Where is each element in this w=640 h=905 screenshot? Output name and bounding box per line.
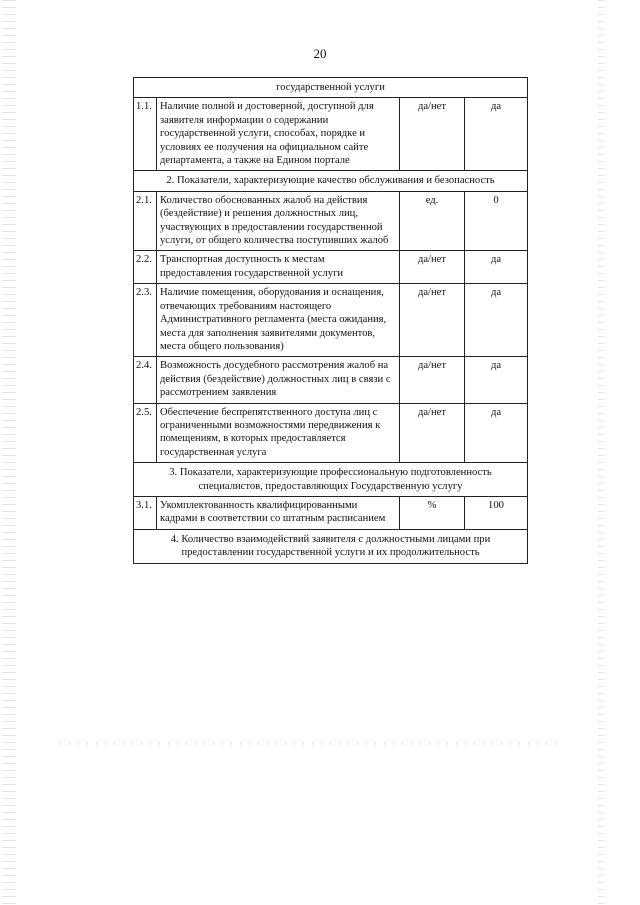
indicator-value: да [465,251,528,284]
indicator-value: да [465,357,528,403]
indicator-description: Возможность досудебного рассмотрения жалоб на действия (бездействие) должностных лиц в связи с рассмотрением заявления [157,357,400,403]
indicator-number: 1.1. [134,98,157,171]
indicator-value: 0 [465,191,528,251]
indicator-unit: да/нет [400,403,465,463]
indicator-value: да [465,403,528,463]
indicator-description: Укомплектованность квалифицированными кадрами в соответствии со штатным расписанием [157,496,400,529]
indicator-description: Транспортная доступность к местам предоставления государственной услуги [157,251,400,284]
indicators-table-wrapper [133,77,527,564]
indicator-number: 2.1. [134,191,157,251]
indicators-table [133,77,528,564]
indicator-row [134,251,528,284]
indicator-value: да [465,284,528,357]
indicator-row [134,403,528,463]
section-header-text: государственной услуги [134,78,528,98]
scan-edge-left [2,0,16,905]
indicator-number: 2.4. [134,357,157,403]
indicators-table-body [134,78,528,564]
indicator-description: Количество обоснованных жалоб на действия (бездействие) и решения должностных лиц, участвующих в предоставлении государственной услуги, от общего количества поступивших жалоб [157,191,400,251]
section-header-row [134,529,528,563]
indicator-unit: да/нет [400,251,465,284]
indicator-number: 2.3. [134,284,157,357]
section-header-row [134,78,528,98]
section-header-text: 3. Показатели, характеризующие профессиональную подготовленность специалистов, предоставляющих Государственную услугу [134,463,528,497]
indicator-row [134,357,528,403]
indicator-value: да [465,98,528,171]
indicator-number: 3.1. [134,496,157,529]
indicator-value: 100 [465,496,528,529]
indicator-unit: да/нет [400,98,465,171]
section-header-row [134,463,528,497]
indicator-row [134,496,528,529]
section-header-text: 2. Показатели, характеризующие качество обслуживания и безопасность [134,171,528,191]
indicator-row [134,191,528,251]
page-number: 20 [313,46,327,61]
section-header-text: 4. Количество взаимодействий заявителя с должностными лицами при предоставлении государственной услуги и их продолжительность [134,529,528,563]
indicator-number: 2.5. [134,403,157,463]
indicator-unit: да/нет [400,357,465,403]
indicator-description: Наличие полной и достоверной, доступной для заявителя информации о содержании государственной услуги, способах, порядке и условиях ее получения на официальном сайте департамента, а также на Едином портале [157,98,400,171]
indicator-unit: % [400,496,465,529]
indicator-row [134,284,528,357]
scan-bottom-artifact [60,742,560,745]
indicator-row [134,98,528,171]
indicator-description: Наличие помещения, оборудования и оснащения, отвечающих требованиям настоящего Административного регламента (места ожидания, места для заполнения заявителями документов, места общего пользования) [157,284,400,357]
section-header-row [134,171,528,191]
indicator-number: 2.2. [134,251,157,284]
indicator-unit: да/нет [400,284,465,357]
indicator-description: Обеспечение беспрепятственного доступа лиц с ограниченными возможностями передвижения к помещениям, в которых предоставляется государственная услуга [157,403,400,463]
indicator-unit: ед. [400,191,465,251]
scan-edge-right [598,0,604,905]
